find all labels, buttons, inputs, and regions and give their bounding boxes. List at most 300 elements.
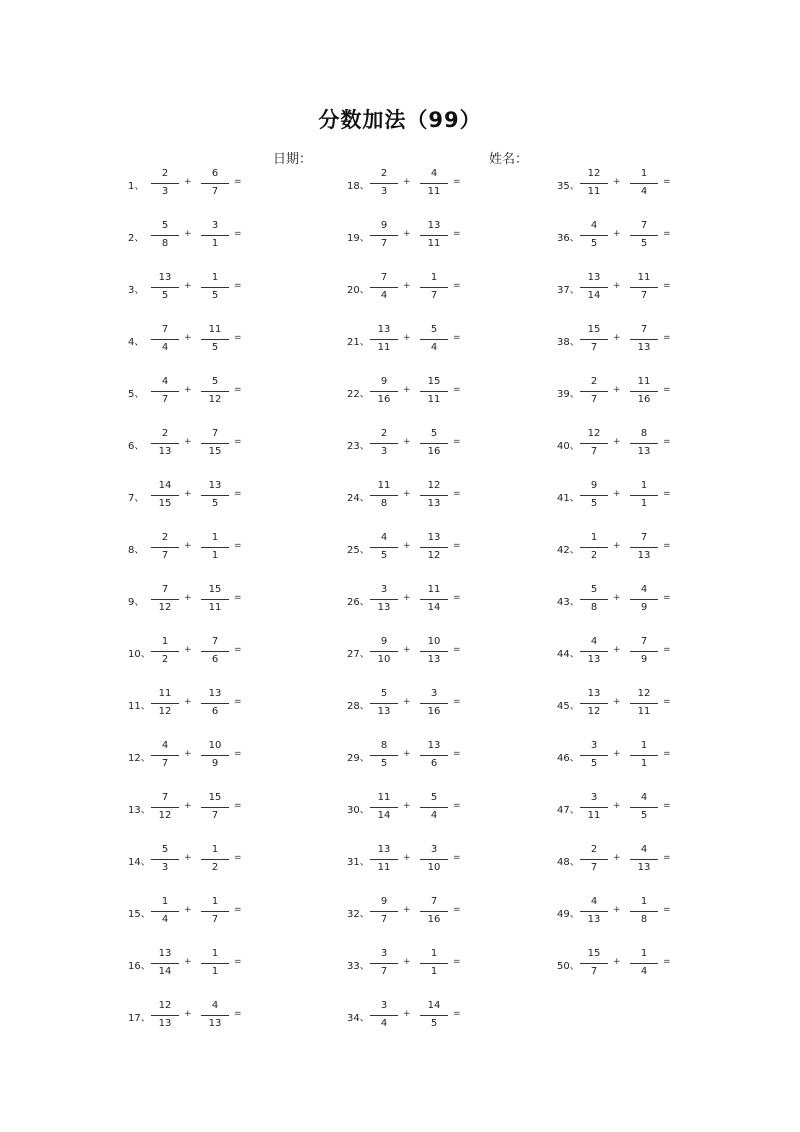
fraction-b: [201, 531, 229, 565]
problem-number: 48、: [557, 857, 580, 868]
fraction-b: [201, 791, 229, 825]
fraction-bar: [370, 443, 398, 444]
numerator: 9: [380, 636, 388, 647]
problem-item: [128, 375, 338, 409]
equals-sign: =: [663, 385, 671, 395]
denominator: 3: [161, 862, 169, 873]
equals-sign: =: [234, 853, 242, 863]
fraction-bar: [370, 599, 398, 600]
equals-sign: =: [453, 1009, 461, 1019]
problem-item: [347, 323, 557, 357]
denominator: 13: [158, 1018, 172, 1029]
denominator: 7: [161, 394, 169, 405]
numerator: 12: [158, 1000, 172, 1011]
numerator: 5: [430, 324, 438, 335]
fraction-a: [370, 791, 398, 825]
fraction-b: [630, 791, 658, 825]
fraction-b: [420, 167, 448, 201]
plus-sign: +: [184, 697, 192, 707]
problem-number: 5、: [128, 389, 145, 400]
equals-sign: =: [663, 801, 671, 811]
equals-sign: =: [234, 177, 242, 187]
fraction-bar: [201, 443, 229, 444]
numerator: 1: [211, 844, 219, 855]
fraction-bar: [370, 1015, 398, 1016]
fraction-bar: [420, 235, 448, 236]
numerator: 7: [211, 428, 219, 439]
problem-number: 50、: [557, 961, 580, 972]
fraction-bar: [630, 807, 658, 808]
page-title: 分数加法（99）: [318, 108, 482, 132]
plus-sign: +: [613, 489, 621, 499]
problem-item: [557, 167, 767, 201]
plus-sign: +: [403, 957, 411, 967]
fraction-bar: [201, 755, 229, 756]
numerator: 10: [208, 740, 222, 751]
fraction-bar: [151, 703, 179, 704]
problem-item: [557, 635, 767, 669]
fraction-bar: [580, 859, 608, 860]
problem-item: [557, 271, 767, 305]
fraction-bar: [630, 703, 658, 704]
fraction-a: [580, 583, 608, 617]
denominator: 13: [208, 1018, 222, 1029]
fraction-a: [151, 427, 179, 461]
numerator: 7: [640, 220, 648, 231]
denominator: 8: [380, 498, 388, 509]
problem-number: 22、: [347, 389, 370, 400]
problem-number: 47、: [557, 805, 580, 816]
denominator: 12: [587, 706, 601, 717]
problem-number: 10、: [128, 649, 151, 660]
plus-sign: +: [184, 385, 192, 395]
denominator: 16: [427, 914, 441, 925]
numerator: 11: [377, 792, 391, 803]
fraction-bar: [580, 443, 608, 444]
problem-number: 18、: [347, 181, 370, 192]
equals-sign: =: [663, 177, 671, 187]
fraction-bar: [630, 651, 658, 652]
fraction-bar: [370, 755, 398, 756]
numerator: 11: [377, 480, 391, 491]
denominator: 7: [161, 550, 169, 561]
fraction-bar: [420, 183, 448, 184]
denominator: 6: [211, 706, 219, 717]
numerator: 11: [208, 324, 222, 335]
fraction-bar: [580, 807, 608, 808]
fraction-b: [201, 843, 229, 877]
fraction-a: [370, 583, 398, 617]
fraction-bar: [201, 859, 229, 860]
fraction-bar: [370, 495, 398, 496]
problem-item: [347, 635, 557, 669]
problem-number: 42、: [557, 545, 580, 556]
equals-sign: =: [234, 593, 242, 603]
denominator: 5: [211, 342, 219, 353]
problem-item: [347, 479, 557, 513]
problem-item: [128, 739, 338, 773]
numerator: 4: [161, 376, 169, 387]
numerator: 5: [430, 428, 438, 439]
numerator: 8: [380, 740, 388, 751]
numerator: 12: [587, 428, 601, 439]
fraction-bar: [420, 651, 448, 652]
problem-item: [128, 947, 338, 981]
fraction-bar: [151, 287, 179, 288]
fraction-bar: [201, 287, 229, 288]
denominator: 7: [211, 914, 219, 925]
fraction-a: [151, 687, 179, 721]
problem-number: 16、: [128, 961, 151, 972]
fraction-bar: [201, 703, 229, 704]
denominator: 5: [430, 1018, 438, 1029]
plus-sign: +: [403, 229, 411, 239]
problem-item: [557, 323, 767, 357]
numerator: 4: [590, 896, 598, 907]
fraction-bar: [201, 807, 229, 808]
fraction-bar: [630, 547, 658, 548]
denominator: 1: [640, 758, 648, 769]
numerator: 7: [640, 636, 648, 647]
denominator: 1: [211, 550, 219, 561]
fraction-b: [630, 583, 658, 617]
fraction-bar: [420, 547, 448, 548]
problem-number: 32、: [347, 909, 370, 920]
problem-number: 3、: [128, 285, 145, 296]
equals-sign: =: [453, 385, 461, 395]
fraction-bar: [420, 495, 448, 496]
plus-sign: +: [403, 281, 411, 291]
fraction-b: [630, 739, 658, 773]
numerator: 13: [158, 948, 172, 959]
equals-sign: =: [453, 489, 461, 499]
fraction-bar: [580, 339, 608, 340]
problem-item: [347, 583, 557, 617]
equals-sign: =: [234, 229, 242, 239]
plus-sign: +: [613, 281, 621, 291]
problem-item: [128, 479, 338, 513]
fraction-b: [630, 531, 658, 565]
fraction-bar: [201, 339, 229, 340]
problem-number: 40、: [557, 441, 580, 452]
equals-sign: =: [234, 1009, 242, 1019]
numerator: 13: [377, 324, 391, 335]
numerator: 13: [158, 272, 172, 283]
denominator: 16: [427, 706, 441, 717]
numerator: 4: [640, 584, 648, 595]
problem-number: 34、: [347, 1013, 370, 1024]
numerator: 1: [640, 740, 648, 751]
problem-number: 39、: [557, 389, 580, 400]
fraction-b: [201, 739, 229, 773]
denominator: 12: [427, 550, 441, 561]
problem-number: 1、: [128, 181, 145, 192]
fraction-bar: [420, 755, 448, 756]
numerator: 2: [590, 844, 598, 855]
numerator: 4: [640, 792, 648, 803]
numerator: 15: [208, 584, 222, 595]
denominator: 6: [211, 654, 219, 665]
problem-number: 29、: [347, 753, 370, 764]
denominator: 8: [640, 914, 648, 925]
numerator: 13: [208, 688, 222, 699]
fraction-a: [151, 947, 179, 981]
plus-sign: +: [613, 385, 621, 395]
fraction-a: [370, 427, 398, 461]
fraction-a: [580, 843, 608, 877]
problem-number: 46、: [557, 753, 580, 764]
denominator: 7: [640, 290, 648, 301]
problem-item: [347, 375, 557, 409]
denominator: 13: [377, 602, 391, 613]
fraction-bar: [630, 495, 658, 496]
fraction-bar: [201, 235, 229, 236]
equals-sign: =: [453, 229, 461, 239]
equals-sign: =: [234, 905, 242, 915]
problem-item: [557, 531, 767, 565]
fraction-bar: [201, 599, 229, 600]
problem-number: 11、: [128, 701, 151, 712]
denominator: 12: [158, 810, 172, 821]
fraction-b: [420, 427, 448, 461]
fraction-bar: [630, 859, 658, 860]
denominator: 3: [380, 186, 388, 197]
numerator: 4: [590, 220, 598, 231]
problem-item: [557, 791, 767, 825]
denominator: 5: [380, 758, 388, 769]
problem-item: [128, 583, 338, 617]
denominator: 16: [377, 394, 391, 405]
numerator: 1: [211, 532, 219, 543]
numerator: 14: [158, 480, 172, 491]
numerator: 3: [430, 844, 438, 855]
fraction-a: [151, 739, 179, 773]
denominator: 7: [380, 238, 388, 249]
problem-number: 25、: [347, 545, 370, 556]
fraction-bar: [630, 599, 658, 600]
fraction-b: [630, 375, 658, 409]
denominator: 11: [587, 810, 601, 821]
fraction-bar: [201, 495, 229, 496]
problem-number: 35、: [557, 181, 580, 192]
denominator: 4: [430, 810, 438, 821]
numerator: 7: [161, 792, 169, 803]
problem-item: [128, 687, 338, 721]
fraction-a: [151, 531, 179, 565]
denominator: 7: [590, 394, 598, 405]
numerator: 9: [590, 480, 598, 491]
fraction-bar: [201, 1015, 229, 1016]
fraction-a: [151, 583, 179, 617]
problem-item: [557, 895, 767, 929]
problem-item: [347, 427, 557, 461]
fraction-bar: [420, 287, 448, 288]
plus-sign: +: [613, 541, 621, 551]
denominator: 4: [380, 290, 388, 301]
numerator: 7: [640, 324, 648, 335]
denominator: 13: [637, 862, 651, 873]
denominator: 2: [211, 862, 219, 873]
problem-number: 31、: [347, 857, 370, 868]
fraction-bar: [580, 287, 608, 288]
fraction-bar: [370, 391, 398, 392]
denominator: 11: [377, 862, 391, 873]
denominator: 10: [427, 862, 441, 873]
numerator: 15: [587, 948, 601, 959]
fraction-bar: [420, 599, 448, 600]
numerator: 1: [211, 948, 219, 959]
equals-sign: =: [663, 905, 671, 915]
numerator: 4: [430, 168, 438, 179]
problem-item: [557, 947, 767, 981]
denominator: 5: [590, 238, 598, 249]
denominator: 5: [380, 550, 388, 561]
equals-sign: =: [234, 333, 242, 343]
denominator: 4: [161, 914, 169, 925]
plus-sign: +: [613, 801, 621, 811]
plus-sign: +: [184, 905, 192, 915]
problem-item: [128, 843, 338, 877]
fraction-bar: [370, 235, 398, 236]
fraction-bar: [580, 963, 608, 964]
fraction-a: [580, 479, 608, 513]
fraction-b: [420, 687, 448, 721]
plus-sign: +: [184, 229, 192, 239]
equals-sign: =: [234, 645, 242, 655]
denominator: 8: [590, 602, 598, 613]
problem-number: 49、: [557, 909, 580, 920]
fraction-b: [201, 479, 229, 513]
equals-sign: =: [453, 593, 461, 603]
numerator: 9: [380, 376, 388, 387]
fraction-a: [151, 323, 179, 357]
fraction-bar: [420, 703, 448, 704]
fraction-bar: [420, 963, 448, 964]
fraction-a: [370, 323, 398, 357]
problem-item: [347, 843, 557, 877]
problem-item: [128, 895, 338, 929]
fraction-bar: [580, 235, 608, 236]
numerator: 4: [380, 532, 388, 543]
fraction-b: [630, 167, 658, 201]
problem-item: [557, 219, 767, 253]
fraction-a: [370, 843, 398, 877]
fraction-a: [151, 167, 179, 201]
equals-sign: =: [663, 853, 671, 863]
fraction-bar: [151, 235, 179, 236]
plus-sign: +: [184, 957, 192, 967]
fraction-bar: [420, 391, 448, 392]
fraction-b: [420, 791, 448, 825]
fraction-bar: [580, 703, 608, 704]
fraction-b: [201, 375, 229, 409]
fraction-b: [201, 219, 229, 253]
denominator: 16: [637, 394, 651, 405]
plus-sign: +: [184, 645, 192, 655]
denominator: 9: [211, 758, 219, 769]
fraction-b: [420, 739, 448, 773]
denominator: 9: [640, 654, 648, 665]
numerator: 3: [380, 1000, 388, 1011]
equals-sign: =: [234, 281, 242, 291]
fraction-a: [580, 739, 608, 773]
denominator: 14: [377, 810, 391, 821]
fraction-bar: [151, 495, 179, 496]
fraction-bar: [370, 703, 398, 704]
date-label: 日期：: [273, 152, 313, 167]
numerator: 13: [377, 844, 391, 855]
fraction-a: [580, 895, 608, 929]
numerator: 10: [427, 636, 441, 647]
fraction-b: [630, 895, 658, 929]
fraction-bar: [630, 755, 658, 756]
denominator: 8: [161, 238, 169, 249]
numerator: 1: [430, 948, 438, 959]
fraction-bar: [420, 339, 448, 340]
plus-sign: +: [613, 905, 621, 915]
fraction-b: [630, 479, 658, 513]
fraction-a: [580, 167, 608, 201]
fraction-bar: [630, 443, 658, 444]
problem-number: 8、: [128, 545, 145, 556]
denominator: 7: [380, 914, 388, 925]
numerator: 5: [161, 844, 169, 855]
equals-sign: =: [234, 541, 242, 551]
denominator: 12: [208, 394, 222, 405]
fraction-b: [201, 999, 229, 1033]
fraction-b: [630, 843, 658, 877]
fraction-bar: [370, 911, 398, 912]
numerator: 7: [161, 324, 169, 335]
fraction-b: [630, 687, 658, 721]
denominator: 7: [590, 446, 598, 457]
numerator: 13: [427, 220, 441, 231]
fraction-bar: [151, 183, 179, 184]
equals-sign: =: [663, 489, 671, 499]
equals-sign: =: [453, 333, 461, 343]
fraction-a: [580, 531, 608, 565]
numerator: 9: [380, 896, 388, 907]
problem-item: [128, 635, 338, 669]
plus-sign: +: [403, 697, 411, 707]
fraction-a: [370, 895, 398, 929]
fraction-a: [580, 323, 608, 357]
plus-sign: +: [184, 281, 192, 291]
problem-item: [557, 687, 767, 721]
problem-number: 20、: [347, 285, 370, 296]
fraction-bar: [370, 287, 398, 288]
problem-item: [557, 739, 767, 773]
fraction-a: [580, 791, 608, 825]
problem-number: 17、: [128, 1013, 151, 1024]
fraction-bar: [151, 963, 179, 964]
fraction-b: [201, 323, 229, 357]
fraction-b: [630, 635, 658, 669]
fraction-bar: [580, 651, 608, 652]
numerator: 2: [380, 428, 388, 439]
equals-sign: =: [663, 281, 671, 291]
problem-number: 15、: [128, 909, 151, 920]
denominator: 11: [427, 238, 441, 249]
fraction-b: [201, 583, 229, 617]
problem-item: [128, 167, 338, 201]
equals-sign: =: [663, 437, 671, 447]
fraction-a: [580, 375, 608, 409]
problem-number: 4、: [128, 337, 145, 348]
fraction-b: [201, 427, 229, 461]
fraction-bar: [151, 599, 179, 600]
numerator: 4: [161, 740, 169, 751]
